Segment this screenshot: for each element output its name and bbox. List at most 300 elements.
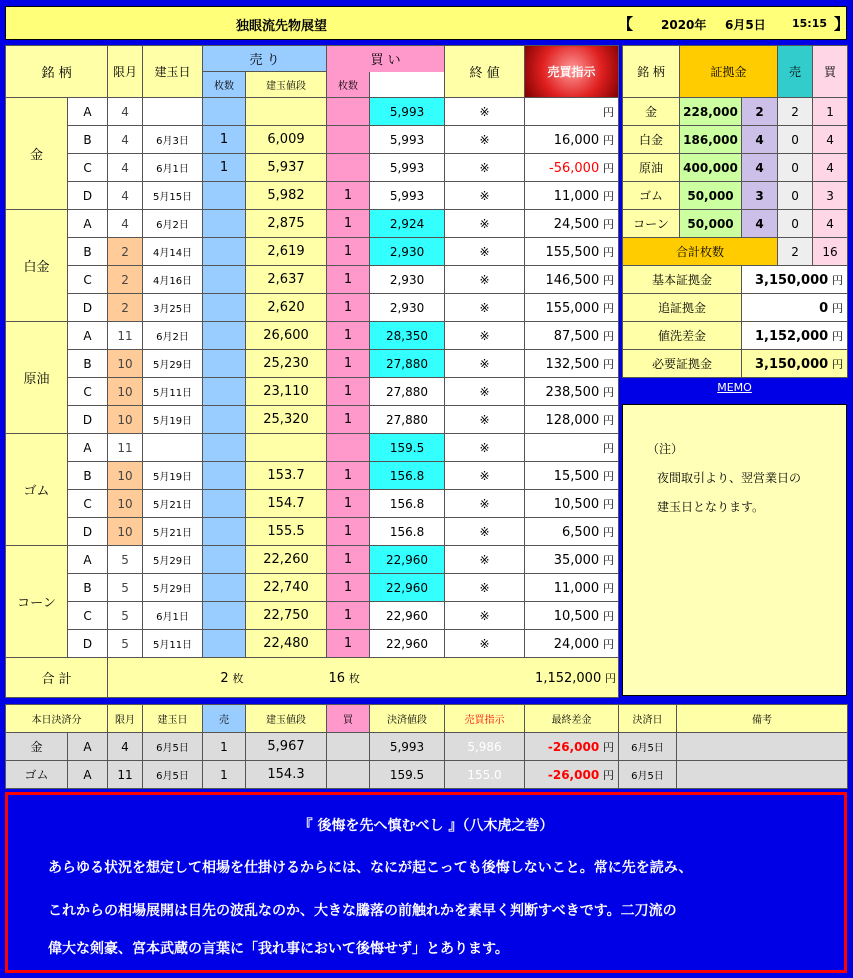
close-price: 5,993: [370, 126, 445, 154]
memo-line-1: （注）: [647, 442, 684, 456]
position-row: [6, 126, 619, 154]
instruction-mark: ※: [445, 490, 525, 518]
valuation-amount: 10,500: [553, 608, 600, 624]
open-price: 26,600: [246, 322, 327, 350]
yen-unit: 円: [832, 273, 844, 287]
valuation-amount: 128,000: [545, 412, 600, 428]
summary-row: [623, 350, 848, 378]
buy-qty: [327, 98, 370, 126]
slot-letter: D: [68, 406, 108, 434]
position-row: [6, 574, 619, 602]
valuation-amount: 15,500: [553, 468, 600, 484]
position-row: [6, 154, 619, 182]
settle-col-kessai-nedan: 決済値段: [370, 705, 445, 733]
open-price: 6,009: [246, 126, 327, 154]
slot-letter: C: [68, 602, 108, 630]
open-date: 5月11日: [143, 630, 203, 658]
summary-value: [742, 294, 848, 322]
margin-row: [623, 98, 848, 126]
instruction-mark: ※: [445, 126, 525, 154]
valuation-diff: [525, 434, 619, 462]
open-date: 4月16日: [143, 266, 203, 294]
close-price: 5,993: [370, 98, 445, 126]
settle-price: 159.5: [370, 761, 445, 789]
positions-table: [5, 45, 619, 698]
valuation-diff: [525, 462, 619, 490]
margin-buy: 4: [813, 126, 848, 154]
buy-qty: 1: [327, 266, 370, 294]
settle-col-tategyokubi: 建玉日: [143, 705, 203, 733]
sell-qty: [203, 602, 246, 630]
valuation-diff: [525, 266, 619, 294]
close-price: 2,930: [370, 294, 445, 322]
settle-col-instruction: 売買指示: [445, 705, 525, 733]
open-date: 5月29日: [143, 546, 203, 574]
yen-unit: 円: [603, 273, 615, 287]
margin-buy: 1: [813, 98, 848, 126]
margin-sell: 0: [778, 126, 813, 154]
buy-qty: 1: [327, 210, 370, 238]
valuation-amount: -56,000: [549, 160, 600, 176]
total-amount: 1,152,000: [535, 670, 602, 686]
valuation-amount: 11,000: [553, 188, 600, 204]
yen-unit: 円: [603, 301, 615, 315]
instruction-mark: ※: [445, 210, 525, 238]
contract-month: 5: [108, 546, 143, 574]
margin-amount: 400,000: [680, 154, 742, 182]
buy-qty: 1: [327, 518, 370, 546]
yen-unit: 円: [832, 329, 844, 343]
open-date: 4月14日: [143, 238, 203, 266]
contract-month: 10: [108, 378, 143, 406]
col-tategyokubi: 建玉日: [143, 46, 203, 98]
open-price: 5,937: [246, 154, 327, 182]
margin-col-meigara: 銘 柄: [623, 46, 680, 98]
instruction-mark: ※: [445, 546, 525, 574]
yen-unit: 円: [603, 385, 615, 399]
position-row: [6, 182, 619, 210]
instruction-mark: ※: [445, 294, 525, 322]
position-row: [6, 546, 619, 574]
summary-value: [742, 266, 848, 294]
buy-qty: 1: [327, 406, 370, 434]
sell-qty: [203, 98, 246, 126]
settle-open-price: 5,967: [246, 733, 327, 761]
margin-units: 3: [742, 182, 778, 210]
settle-col-tategyoku-nedan: 建玉値段: [246, 705, 327, 733]
open-price: 153.7: [246, 462, 327, 490]
settle-col-biko: 備考: [677, 705, 848, 733]
margin-commodity: 原油: [623, 154, 680, 182]
contract-month: 4: [108, 126, 143, 154]
open-date: [143, 434, 203, 462]
valuation-diff: [525, 154, 619, 182]
summary-row: [623, 294, 848, 322]
margin-sell: 0: [778, 210, 813, 238]
summary-amount: 1,152,000: [754, 328, 829, 344]
position-row: [6, 350, 619, 378]
settle-note: [677, 761, 848, 789]
summary-row: [623, 266, 848, 294]
date-bracket-close: 】: [834, 15, 850, 33]
yen-unit: 円: [603, 133, 615, 147]
yen-unit: 円: [603, 497, 615, 511]
sell-qty: [203, 518, 246, 546]
instruction-mark: ※: [445, 518, 525, 546]
close-price: 27,880: [370, 350, 445, 378]
open-price: 25,230: [246, 350, 327, 378]
yen-unit: 円: [603, 469, 615, 483]
yen-unit: 円: [603, 525, 615, 539]
col-uri: 売 り: [203, 46, 327, 72]
instruction-mark: ※: [445, 98, 525, 126]
position-row: [6, 210, 619, 238]
valuation-amount: 146,500: [545, 272, 600, 288]
close-price: 22,960: [370, 546, 445, 574]
slot-letter: A: [68, 546, 108, 574]
sell-qty: [203, 490, 246, 518]
close-price: 156.8: [370, 462, 445, 490]
contract-month: 5: [108, 574, 143, 602]
yen-unit: 円: [603, 161, 615, 175]
settle-month: 4: [108, 733, 143, 761]
buy-qty: [327, 434, 370, 462]
margin-amount: 186,000: [680, 126, 742, 154]
slot-letter: B: [68, 238, 108, 266]
margin-commodity: ゴム: [623, 182, 680, 210]
slot-letter: C: [68, 266, 108, 294]
yen-unit: 円: [603, 105, 615, 119]
position-row: [6, 602, 619, 630]
yen-unit: 円: [603, 637, 615, 651]
valuation-amount: 155,000: [545, 300, 600, 316]
slot-letter: B: [68, 350, 108, 378]
buy-qty: 1: [327, 294, 370, 322]
open-price: 2,620: [246, 294, 327, 322]
summary-value: [742, 322, 848, 350]
open-price: 22,260: [246, 546, 327, 574]
contract-month: 5: [108, 630, 143, 658]
slot-letter: C: [68, 154, 108, 182]
valuation-amount: 10,500: [553, 496, 600, 512]
summary-value: [742, 350, 848, 378]
sell-qty: [203, 294, 246, 322]
margin-amount: 50,000: [680, 210, 742, 238]
open-date: 5月11日: [143, 378, 203, 406]
valuation-amount: 132,500: [545, 356, 600, 372]
open-date: 6月2日: [143, 322, 203, 350]
total-sell-unit: 枚: [232, 671, 244, 685]
margin-sell: 0: [778, 182, 813, 210]
slot-letter: A: [68, 322, 108, 350]
instruction-mark: ※: [445, 602, 525, 630]
summary-label: 追証拠金: [623, 294, 742, 322]
buy-qty: 1: [327, 574, 370, 602]
slot-letter: D: [68, 294, 108, 322]
yen-unit: 円: [603, 768, 614, 782]
contract-month: 10: [108, 350, 143, 378]
position-row: [6, 518, 619, 546]
settle-final-amount: -26,000: [547, 739, 600, 754]
instruction-mark: ※: [445, 434, 525, 462]
close-price: 27,880: [370, 378, 445, 406]
settle-col-uri: 売: [203, 705, 246, 733]
valuation-diff: [525, 98, 619, 126]
memo-link[interactable]: MEMO: [717, 381, 752, 394]
settle-commodity: ゴム: [6, 761, 68, 789]
date-bracket-open: 【: [618, 15, 634, 33]
settle-date: 6月5日: [619, 761, 677, 789]
summary-amount: 3,150,000: [754, 356, 829, 372]
commodity-name: 白金: [6, 210, 68, 322]
slot-letter: C: [68, 490, 108, 518]
valuation-diff: [525, 602, 619, 630]
title-bar: [5, 6, 850, 40]
sell-qty: [203, 462, 246, 490]
sell-qty: [203, 546, 246, 574]
settle-commodity: 金: [6, 733, 68, 761]
position-row: [6, 434, 619, 462]
open-price: 23,110: [246, 378, 327, 406]
slot-letter: D: [68, 518, 108, 546]
open-price: 22,740: [246, 574, 327, 602]
buy-qty: 1: [327, 490, 370, 518]
settle-col-kai: 買: [327, 705, 370, 733]
time: 15:15: [792, 17, 828, 30]
margin-units: 4: [742, 154, 778, 182]
summary-amount: 0: [819, 300, 829, 316]
instruction-mark: ※: [445, 574, 525, 602]
year: 2020年: [661, 18, 707, 32]
valuation-diff: [525, 126, 619, 154]
settle-slot: A: [68, 761, 108, 789]
settle-slot: A: [68, 733, 108, 761]
position-row: [6, 98, 619, 126]
settle-col-genge: 限月: [108, 705, 143, 733]
yen-unit: 円: [603, 329, 615, 343]
proverb-line-3: 偉大な剣豪、宮本武蔵の言葉に「我れ事において後悔せず」とあります。: [48, 941, 509, 957]
margin-col-shokokin: 証拠金: [680, 46, 778, 98]
valuation-diff: [525, 378, 619, 406]
settle-open-date: 6月5日: [143, 733, 203, 761]
open-price: 154.7: [246, 490, 327, 518]
position-row: [6, 238, 619, 266]
col-tategyoku-nedan: 建玉値段: [246, 72, 327, 98]
valuation-diff: [525, 490, 619, 518]
open-price: [246, 434, 327, 462]
margin-commodity: 白金: [623, 126, 680, 154]
yen-unit: 円: [603, 553, 615, 567]
margin-total-label: 合計枚数: [623, 238, 778, 266]
col-owarine: 終 値: [445, 46, 525, 98]
instruction-mark: ※: [445, 630, 525, 658]
total-buy: 16: [328, 670, 346, 686]
commodity-name: 金: [6, 98, 68, 210]
sell-qty: 1: [203, 126, 246, 154]
instruction-mark: ※: [445, 406, 525, 434]
col-kai: 買 い: [327, 46, 445, 72]
close-price: 22,960: [370, 630, 445, 658]
instruction-mark: ※: [445, 322, 525, 350]
margin-row: [623, 126, 848, 154]
contract-month: 4: [108, 210, 143, 238]
yen-unit: 円: [603, 441, 615, 455]
proverb-line-2: これからの相場展開は目先の波乱なのか、大きな騰落の前触れかを素早く判断すべきです。二刀流の: [48, 903, 677, 919]
open-date: 5月15日: [143, 182, 203, 210]
close-price: 27,880: [370, 406, 445, 434]
sell-qty: [203, 238, 246, 266]
valuation-diff: [525, 518, 619, 546]
close-price: 28,350: [370, 322, 445, 350]
commodity-name: 原油: [6, 322, 68, 434]
open-date: 6月1日: [143, 602, 203, 630]
memo-line-2: 夜間取引より、翌営業日の: [657, 471, 802, 485]
valuation-amount: 238,500: [545, 384, 600, 400]
settle-month: 11: [108, 761, 143, 789]
margin-amount: 228,000: [680, 98, 742, 126]
margin-row: [623, 154, 848, 182]
yen-unit: 円: [832, 301, 844, 315]
margin-sell: 0: [778, 154, 813, 182]
settle-col-label: 本日決済分: [6, 705, 108, 733]
settle-open-date: 6月5日: [143, 761, 203, 789]
slot-letter: A: [68, 210, 108, 238]
open-price: [246, 98, 327, 126]
open-price: 25,320: [246, 406, 327, 434]
open-date: 5月19日: [143, 406, 203, 434]
valuation-amount: 24,000: [553, 636, 600, 652]
contract-month: 2: [108, 266, 143, 294]
open-date: 6月1日: [143, 154, 203, 182]
contract-month: 4: [108, 182, 143, 210]
instruction-mark: ※: [445, 182, 525, 210]
open-price: 155.5: [246, 518, 327, 546]
margin-total-sell: 2: [778, 238, 813, 266]
col-genge: 限月: [108, 46, 143, 98]
contract-month: 5: [108, 602, 143, 630]
slot-letter: A: [68, 434, 108, 462]
margin-amount: 50,000: [680, 182, 742, 210]
open-price: 2,619: [246, 238, 327, 266]
settle-buy: [327, 761, 370, 789]
yen-unit: 円: [603, 609, 615, 623]
instruction-mark: ※: [445, 154, 525, 182]
yen-unit: 円: [832, 357, 844, 371]
valuation-amount: 6,500: [562, 524, 600, 540]
open-price: 22,750: [246, 602, 327, 630]
valuation-diff: [525, 350, 619, 378]
buy-qty: [327, 126, 370, 154]
proverb-heading: 『 後悔を先へ慎むべし 』（八木虎之巻）: [298, 818, 554, 834]
margin-units: 4: [742, 210, 778, 238]
valuation-amount: 16,000: [553, 132, 600, 148]
valuation-amount: 155,500: [545, 244, 600, 260]
valuation-amount: 35,000: [553, 552, 600, 568]
memo-panel: [622, 404, 847, 696]
yen-unit: 円: [603, 189, 615, 203]
open-price: 22,480: [246, 630, 327, 658]
sell-qty: [203, 266, 246, 294]
sell-qty: [203, 406, 246, 434]
valuation-diff: [525, 546, 619, 574]
summary-row: [623, 322, 848, 350]
slot-letter: D: [68, 630, 108, 658]
valuation-diff: [525, 406, 619, 434]
valuation-diff: [525, 238, 619, 266]
col-instruction: 売買指示: [525, 46, 619, 98]
yen-unit: 円: [603, 740, 614, 754]
settle-col-kessaibi: 決済日: [619, 705, 677, 733]
contract-month: 10: [108, 462, 143, 490]
instruction-mark: ※: [445, 378, 525, 406]
settle-instruction: 155.0: [445, 761, 525, 789]
summary-label: 必要証拠金: [623, 350, 742, 378]
margin-buy: 4: [813, 210, 848, 238]
sell-qty: [203, 630, 246, 658]
settlement-row: [6, 733, 848, 761]
margin-commodity: コーン: [623, 210, 680, 238]
margin-col-uri: 売: [778, 46, 813, 98]
position-row: [6, 322, 619, 350]
yen-unit: 円: [603, 413, 615, 427]
open-price: 2,875: [246, 210, 327, 238]
instruction-mark: ※: [445, 462, 525, 490]
contract-month: 2: [108, 238, 143, 266]
position-row: [6, 378, 619, 406]
margin-row: [623, 182, 848, 210]
margin-row: [623, 210, 848, 238]
instruction-mark: ※: [445, 350, 525, 378]
yen-unit: 円: [603, 245, 615, 259]
slot-letter: D: [68, 182, 108, 210]
contract-month: 4: [108, 154, 143, 182]
close-price: 156.8: [370, 490, 445, 518]
total-sell: 2: [220, 670, 229, 686]
margin-units: 4: [742, 126, 778, 154]
sell-qty: [203, 574, 246, 602]
contract-month: 11: [108, 322, 143, 350]
summary-label: 基本証拠金: [623, 266, 742, 294]
slot-letter: B: [68, 462, 108, 490]
total-buy-unit: 枚: [348, 671, 360, 685]
open-date: 5月19日: [143, 462, 203, 490]
instruction-mark: ※: [445, 238, 525, 266]
close-price: 159.5: [370, 434, 445, 462]
sell-qty: [203, 182, 246, 210]
settle-final: [525, 733, 619, 761]
settle-final: [525, 761, 619, 789]
valuation-amount: 11,000: [553, 580, 600, 596]
position-row: [6, 490, 619, 518]
valuation-diff: [525, 294, 619, 322]
sell-qty: [203, 210, 246, 238]
sell-qty: [203, 378, 246, 406]
settle-sell: 1: [203, 733, 246, 761]
slot-letter: A: [68, 98, 108, 126]
buy-qty: 1: [327, 602, 370, 630]
margin-buy: 4: [813, 154, 848, 182]
open-date: 5月21日: [143, 518, 203, 546]
buy-qty: [327, 154, 370, 182]
settle-date: 6月5日: [619, 733, 677, 761]
proverb-line-1: あらゆる状況を想定して相場を仕掛けるからには、なにが起こっても後悔しないこと。常に先を読み、: [48, 860, 693, 876]
buy-qty: 1: [327, 182, 370, 210]
col-meigara: 銘 柄: [6, 46, 108, 98]
margin-col-kai: 買: [813, 46, 848, 98]
margin-buy: 3: [813, 182, 848, 210]
contract-month: 11: [108, 434, 143, 462]
margin-commodity: 金: [623, 98, 680, 126]
